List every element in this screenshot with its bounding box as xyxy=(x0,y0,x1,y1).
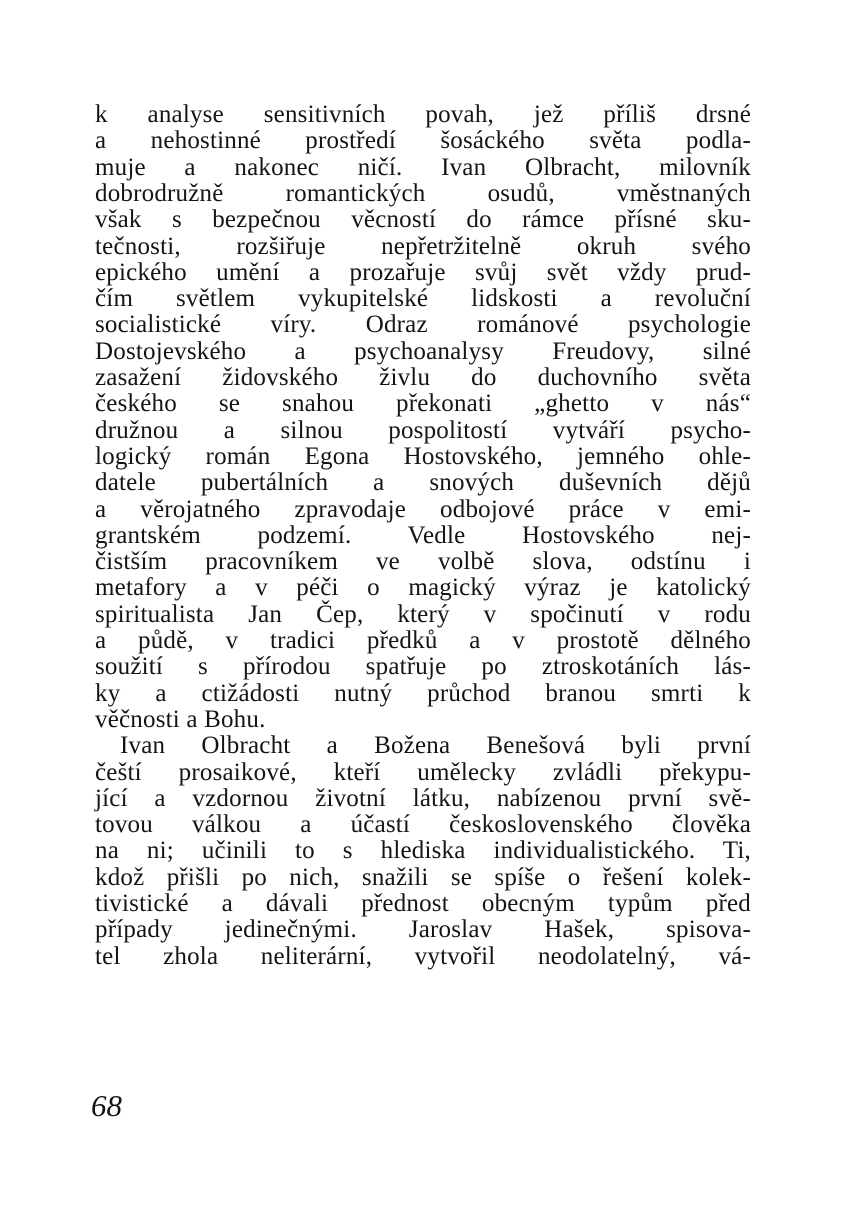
text-line: a nehostinné prostředí šosáckého světa podla- xyxy=(95,127,751,154)
text-line: jící a vzdornou životní látku, nabízenou první svě- xyxy=(95,785,751,812)
text-line: družnou a silnou pospolitostí vytváří psycho- xyxy=(95,417,751,444)
text-line: muje a nakonec ničí. Ivan Olbracht, milovník xyxy=(95,154,751,181)
text-line: případy jedinečnými. Jaroslav Hašek, spisova- xyxy=(95,916,751,943)
text-line: českého se snahou překonati „ghetto v nás“ xyxy=(95,390,751,417)
text-line: kdož přišli po nich, snažili se spíše o řešení kolek- xyxy=(95,864,751,891)
text-line: soužití s přírodou spatřuje po ztroskotáních lás- xyxy=(95,653,751,680)
text-line: tečnosti, rozšiřuje nepřetržitelně okruh svého xyxy=(95,233,751,260)
text-line: grantském podzemí. Vedle Hostovského nej- xyxy=(95,522,751,549)
text-line: a věrojatného zpravodaje odbojové práce v emi- xyxy=(95,496,751,523)
text-line: socialistické víry. Odraz románové psychologie xyxy=(95,311,751,338)
text-line: čeští prosaikové, kteří umělecky zvládli překypu- xyxy=(95,759,751,786)
text-line: na ni; učinili to s hlediska individualistického. Ti, xyxy=(95,837,751,864)
text-line: Dostojevského a psychoanalysy Freudovy, silné xyxy=(95,338,751,365)
text-line: ky a ctižádosti nutný průchod branou smrti k xyxy=(95,680,751,707)
text-line: čím světlem vykupitelské lidskosti a revoluční xyxy=(95,285,751,312)
page-number: 68 xyxy=(91,1088,122,1123)
text-line: a půdě, v tradici předků a v prostotě dělného xyxy=(95,627,751,654)
text-line: tovou válkou a účastí československého člověka xyxy=(95,811,751,838)
text-line: k analyse sensitivních povah, jež příliš drsné xyxy=(95,101,751,128)
text-line: čistším pracovníkem ve volbě slova, odstínu i xyxy=(95,548,751,575)
text-line: Ivan Olbracht a Božena Benešová byli první xyxy=(120,732,751,759)
text-line: datele pubertálních a snových duševních dějů xyxy=(95,469,751,496)
text-line: zasažení židovského živlu do duchovního světa xyxy=(95,364,751,391)
text-line: metafory a v péči o magický výraz je katolický xyxy=(95,574,751,601)
text-line: tivistické a dávali přednost obecným typům před xyxy=(95,890,751,917)
text-line: epického umění a prozařuje svůj svět vždy prud- xyxy=(95,259,751,286)
text-line: dobrodružně romantických osudů, vměstnaných xyxy=(95,180,751,207)
text-line: spiritualista Jan Čep, který v spočinutí v rodu xyxy=(95,601,751,628)
text-line: však s bezpečnou věcností do rámce přísné sku- xyxy=(95,206,751,233)
text-line: logický román Egona Hostovského, jemného ohle- xyxy=(95,443,751,470)
text-line: tel zhola neliterární, vytvořil neodolatelný, vá- xyxy=(95,943,751,970)
text-line: věčnosti a Bohu. xyxy=(95,706,266,733)
